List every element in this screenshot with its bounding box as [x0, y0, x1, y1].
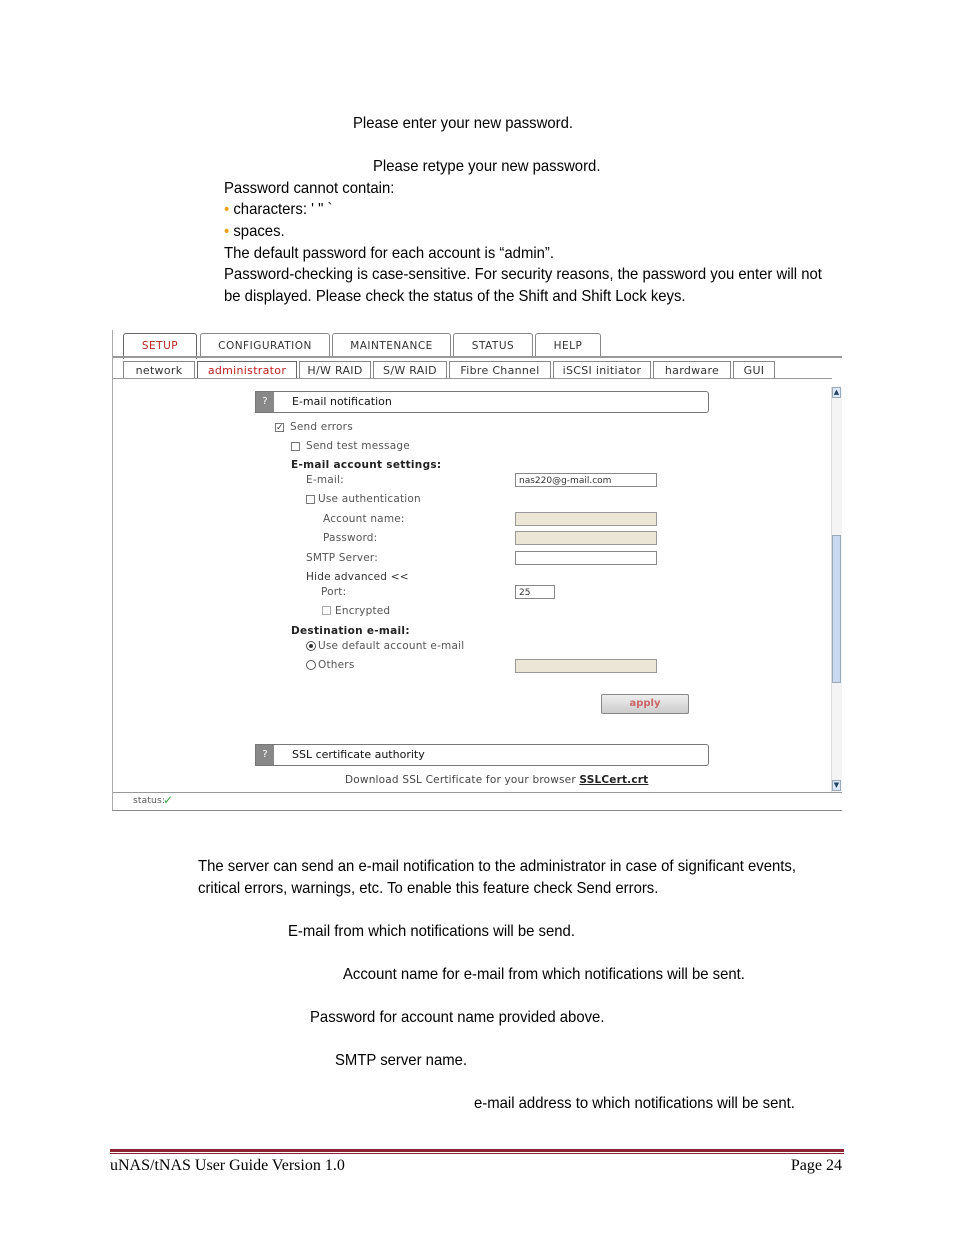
subtab-network[interactable]: network [123, 361, 195, 379]
account-name-label: Account name: [323, 513, 405, 525]
subtab-gui[interactable]: GUI [733, 361, 775, 379]
status-label: status: [133, 796, 166, 806]
rule-spaces [224, 222, 285, 242]
tab-maintenance[interactable]: MAINTENANCE [332, 333, 451, 357]
subtab-hw-raid[interactable]: H/W RAID [299, 361, 371, 379]
download-text [345, 774, 648, 786]
use-default-radio[interactable] [306, 641, 316, 651]
use-auth-label: Use authentication [318, 493, 421, 505]
admin-screenshot [112, 330, 842, 811]
subtab-fibre-channel[interactable]: Fibre Channel [449, 361, 551, 379]
apply-button[interactable]: apply [601, 694, 689, 714]
email-input[interactable]: nas220@g-mail.com [515, 473, 657, 487]
ssl-panel[interactable] [255, 744, 709, 766]
use-default-label: Use default account e-mail [318, 640, 465, 652]
subtab-iscsi-initiator[interactable]: iSCSI initiator [553, 361, 651, 379]
send-test-label: Send test message [306, 440, 410, 452]
account-settings-heading: E-mail account settings: [291, 459, 442, 471]
new-password-text: Please enter your new password. [353, 115, 574, 132]
bullet-icon: • [224, 223, 230, 240]
encrypted-label: Encrypted [335, 605, 391, 617]
email-description: E-mail from which notifications will be send. [288, 923, 575, 940]
password-input[interactable] [515, 531, 657, 545]
destination-description: e-mail address to which notifications will be sent. [474, 1095, 795, 1112]
scrollbar[interactable] [831, 387, 842, 792]
rule-characters-text: characters: ' " ` [233, 201, 333, 218]
smtp-label: SMTP Server: [306, 552, 378, 564]
ssl-cert-link[interactable]: SSLCert.crt [579, 774, 649, 786]
help-icon[interactable]: ? [256, 392, 274, 412]
retype-password-text: Please retype your new password. [373, 158, 601, 175]
destination-heading: Destination e-mail: [291, 625, 410, 637]
default-password-text: The default password for each account is “admin”. [224, 245, 555, 262]
password-description: Password for account name provided above. [310, 1009, 605, 1026]
subtab-sw-raid[interactable]: S/W RAID [373, 361, 447, 379]
subtab-divider [113, 378, 832, 379]
status-bar [113, 792, 842, 811]
rule-spaces-text: spaces. [233, 223, 285, 240]
email-notification-panel[interactable] [255, 391, 709, 413]
download-label: Download SSL Certificate for your browser [345, 774, 576, 786]
tab-divider [113, 356, 842, 358]
encrypted-checkbox[interactable] [322, 606, 331, 615]
others-radio[interactable] [306, 660, 316, 670]
scroll-up-icon[interactable]: ▲ [833, 388, 840, 396]
password-label: Password: [323, 532, 378, 544]
footer-title: uNAS/tNAS User Guide Version 1.0 [110, 1157, 345, 1174]
use-auth-checkbox[interactable] [306, 495, 315, 504]
send-test-checkbox[interactable] [291, 442, 300, 451]
tab-help[interactable]: HELP [535, 333, 601, 357]
smtp-description: SMTP server name. [335, 1052, 468, 1069]
subtab-hardware[interactable]: hardware [653, 361, 731, 379]
password-rules-heading: Password cannot contain: [224, 180, 395, 197]
scroll-thumb[interactable] [832, 535, 841, 683]
tab-setup[interactable]: SETUP [123, 333, 197, 359]
help-icon[interactable]: ? [256, 745, 274, 765]
scroll-down-icon[interactable]: ▼ [833, 781, 840, 789]
panel-title: E-mail notification [292, 395, 392, 408]
shift-keys-text: be displayed. Please check the status of the Shift and Shift Lock keys. [224, 288, 686, 305]
account-name-input[interactable] [515, 512, 657, 526]
port-input[interactable]: 25 [515, 585, 555, 599]
others-input[interactable] [515, 659, 657, 673]
tab-configuration[interactable]: CONFIGURATION [200, 333, 330, 357]
account-description: Account name for e-mail from which notifications will be sent. [343, 966, 745, 983]
check-icon: ✓ [276, 423, 284, 433]
smtp-input[interactable] [515, 551, 657, 565]
page-number: Page 24 [790, 1157, 842, 1174]
email-intro-line1: The server can send an e-mail notification to the administrator in case of significant events, [198, 858, 796, 875]
others-label: Others [318, 659, 355, 671]
send-errors-label: Send errors [290, 421, 353, 433]
subtab-administrator[interactable]: administrator [197, 361, 297, 379]
port-label: Port: [321, 586, 347, 598]
bullet-icon: • [224, 201, 230, 218]
tab-status[interactable]: STATUS [453, 333, 533, 357]
ssl-panel-title: SSL certificate authority [292, 748, 425, 761]
send-errors-checkbox[interactable] [275, 423, 284, 432]
hide-advanced-link[interactable]: Hide advanced << [306, 571, 409, 583]
footer-rule-thin [110, 1153, 844, 1154]
status-check-icon: ✓ [163, 793, 174, 807]
email-label: E-mail: [306, 474, 344, 486]
email-intro-line2: critical errors, warnings, etc. To enable this feature check Send errors. [198, 880, 659, 897]
footer-rule [110, 1149, 844, 1152]
rule-characters [224, 200, 332, 220]
case-sensitive-text: Password-checking is case-sensitive. For security reasons, the password you enter will not [224, 266, 822, 283]
